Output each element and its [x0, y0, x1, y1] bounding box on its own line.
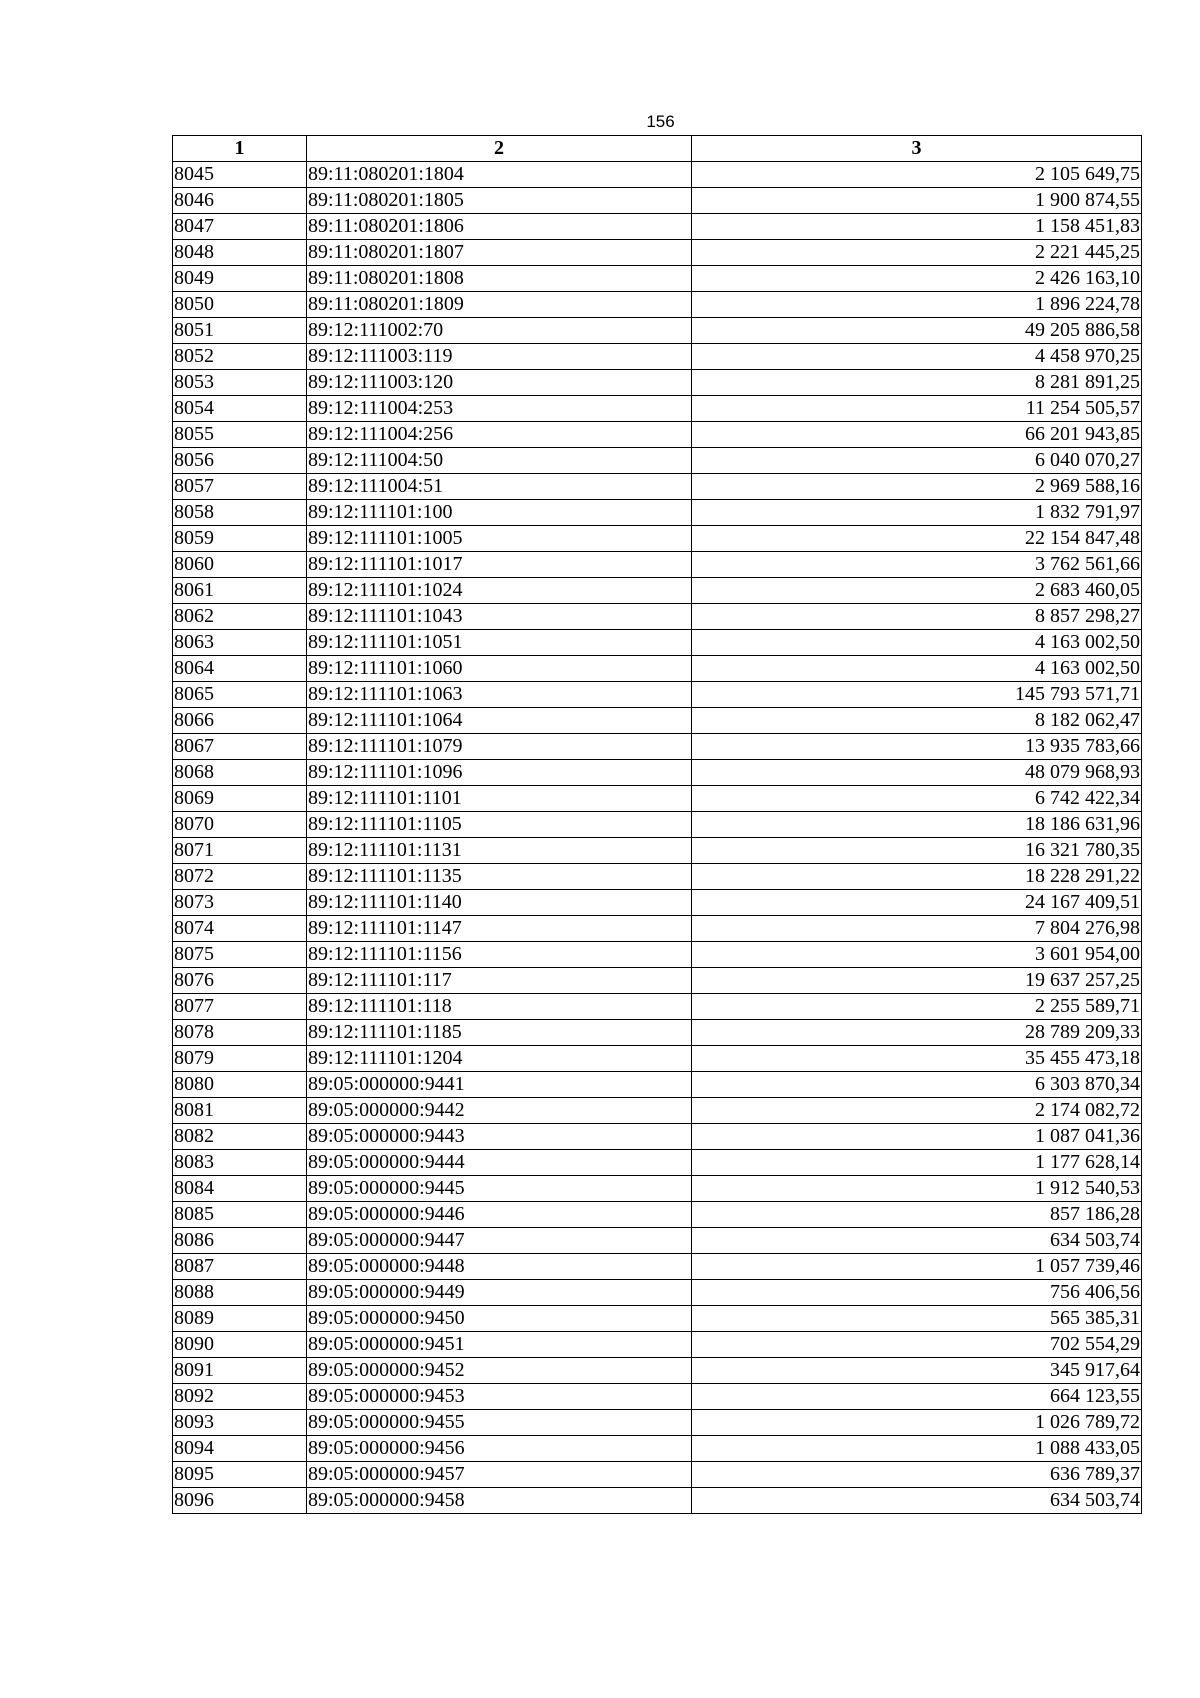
table-row: [173, 968, 1142, 994]
cadastral-number-cell: 89:05:000000:9446: [307, 1202, 692, 1228]
cadastral-number-cell: 89:12:111101:1005: [307, 526, 692, 552]
table-row: [173, 994, 1142, 1020]
table-row: [173, 1020, 1142, 1046]
row-number-cell: 8086: [173, 1228, 307, 1254]
table-row: [173, 526, 1142, 552]
cadastral-number-cell: 89:12:111101:118: [307, 994, 692, 1020]
value-cell: 6 303 870,34: [692, 1072, 1142, 1098]
cadastral-number-cell: 89:12:111101:1024: [307, 578, 692, 604]
row-number-cell: 8055: [173, 422, 307, 448]
table-row: [173, 1358, 1142, 1384]
value-cell: 16 321 780,35: [692, 838, 1142, 864]
row-number-cell: 8052: [173, 344, 307, 370]
value-cell: 1 912 540,53: [692, 1176, 1142, 1202]
value-cell: 35 455 473,18: [692, 1046, 1142, 1072]
value-cell: 1 088 433,05: [692, 1436, 1142, 1462]
cadastral-number-cell: 89:12:111004:256: [307, 422, 692, 448]
value-cell: 11 254 505,57: [692, 396, 1142, 422]
cadastral-number-cell: 89:12:111101:1096: [307, 760, 692, 786]
row-number-cell: 8075: [173, 942, 307, 968]
row-number-cell: 8057: [173, 474, 307, 500]
page-number: 156: [646, 112, 675, 131]
row-number-cell: 8079: [173, 1046, 307, 1072]
column-header-cadastral-id: 2: [307, 136, 692, 162]
value-cell: 2 105 649,75: [692, 162, 1142, 188]
cadastral-number-cell: 89:05:000000:9452: [307, 1358, 692, 1384]
row-number-cell: 8084: [173, 1176, 307, 1202]
value-cell: 19 637 257,25: [692, 968, 1142, 994]
value-cell: 7 804 276,98: [692, 916, 1142, 942]
table-row: [173, 1176, 1142, 1202]
cadastral-number-cell: 89:05:000000:9442: [307, 1098, 692, 1124]
value-cell: 1 087 041,36: [692, 1124, 1142, 1150]
cadastral-number-cell: 89:12:111101:100: [307, 500, 692, 526]
table-row: [173, 1488, 1142, 1514]
row-number-cell: 8062: [173, 604, 307, 630]
value-cell: 1 900 874,55: [692, 188, 1142, 214]
cadastral-number-cell: 89:12:111004:50: [307, 448, 692, 474]
cadastral-value-table: [172, 135, 1142, 1514]
cadastral-number-cell: 89:05:000000:9458: [307, 1488, 692, 1514]
cadastral-number-cell: 89:05:000000:9455: [307, 1410, 692, 1436]
row-number-cell: 8045: [173, 162, 307, 188]
cadastral-number-cell: 89:12:111101:1147: [307, 916, 692, 942]
row-number-cell: 8089: [173, 1306, 307, 1332]
row-number-cell: 8074: [173, 916, 307, 942]
cadastral-number-cell: 89:12:111101:1105: [307, 812, 692, 838]
table-row: [173, 916, 1142, 942]
value-cell: 857 186,28: [692, 1202, 1142, 1228]
cadastral-number-cell: 89:12:111101:1185: [307, 1020, 692, 1046]
cadastral-number-cell: 89:12:111101:1140: [307, 890, 692, 916]
cadastral-number-cell: 89:12:111101:1204: [307, 1046, 692, 1072]
table-row: [173, 370, 1142, 396]
row-number-cell: 8056: [173, 448, 307, 474]
table-row: [173, 422, 1142, 448]
value-cell: 4 163 002,50: [692, 656, 1142, 682]
table-row: [173, 1254, 1142, 1280]
table-row: [173, 1436, 1142, 1462]
table-row: [173, 812, 1142, 838]
table-row: [173, 552, 1142, 578]
table-row: [173, 1046, 1142, 1072]
cadastral-number-cell: 89:12:111101:1101: [307, 786, 692, 812]
table-row: [173, 1462, 1142, 1488]
value-cell: 634 503,74: [692, 1488, 1142, 1514]
row-number-cell: 8046: [173, 188, 307, 214]
table-row: [173, 942, 1142, 968]
value-cell: 8 857 298,27: [692, 604, 1142, 630]
table-row: [173, 630, 1142, 656]
cadastral-number-cell: 89:12:111003:120: [307, 370, 692, 396]
table-row: [173, 162, 1142, 188]
table-row: [173, 864, 1142, 890]
row-number-cell: 8066: [173, 708, 307, 734]
row-number-cell: 8088: [173, 1280, 307, 1306]
column-header-number: 1: [173, 136, 307, 162]
cadastral-number-cell: 89:05:000000:9448: [307, 1254, 692, 1280]
row-number-cell: 8076: [173, 968, 307, 994]
cadastral-number-cell: 89:11:080201:1809: [307, 292, 692, 318]
table-row: [173, 448, 1142, 474]
value-cell: 2 683 460,05: [692, 578, 1142, 604]
row-number-cell: 8072: [173, 864, 307, 890]
cadastral-number-cell: 89:05:000000:9447: [307, 1228, 692, 1254]
cadastral-number-cell: 89:12:111002:70: [307, 318, 692, 344]
table-row: [173, 188, 1142, 214]
table-row: [173, 1306, 1142, 1332]
value-cell: 18 228 291,22: [692, 864, 1142, 890]
value-cell: 1 832 791,97: [692, 500, 1142, 526]
row-number-cell: 8059: [173, 526, 307, 552]
table-row: [173, 344, 1142, 370]
cadastral-number-cell: 89:05:000000:9450: [307, 1306, 692, 1332]
table-row: [173, 396, 1142, 422]
table-row: [173, 1098, 1142, 1124]
table-row: [173, 266, 1142, 292]
value-cell: 4 163 002,50: [692, 630, 1142, 656]
row-number-cell: 8094: [173, 1436, 307, 1462]
row-number-cell: 8090: [173, 1332, 307, 1358]
table-row: [173, 1124, 1142, 1150]
cadastral-number-cell: 89:12:111101:1079: [307, 734, 692, 760]
cadastral-number-cell: 89:05:000000:9441: [307, 1072, 692, 1098]
row-number-cell: 8080: [173, 1072, 307, 1098]
value-cell: 1 026 789,72: [692, 1410, 1142, 1436]
table-row: [173, 890, 1142, 916]
value-cell: 565 385,31: [692, 1306, 1142, 1332]
row-number-cell: 8092: [173, 1384, 307, 1410]
table-row: [173, 1332, 1142, 1358]
value-cell: 48 079 968,93: [692, 760, 1142, 786]
value-cell: 13 935 783,66: [692, 734, 1142, 760]
value-cell: 634 503,74: [692, 1228, 1142, 1254]
row-number-cell: 8049: [173, 266, 307, 292]
row-number-cell: 8093: [173, 1410, 307, 1436]
row-number-cell: 8073: [173, 890, 307, 916]
table-row: [173, 214, 1142, 240]
cadastral-number-cell: 89:12:111101:1131: [307, 838, 692, 864]
row-number-cell: 8095: [173, 1462, 307, 1488]
cadastral-number-cell: 89:05:000000:9443: [307, 1124, 692, 1150]
row-number-cell: 8071: [173, 838, 307, 864]
cadastral-number-cell: 89:11:080201:1806: [307, 214, 692, 240]
table-row: [173, 656, 1142, 682]
value-cell: 24 167 409,51: [692, 890, 1142, 916]
row-number-cell: 8077: [173, 994, 307, 1020]
cadastral-number-cell: 89:05:000000:9451: [307, 1332, 692, 1358]
cadastral-number-cell: 89:05:000000:9456: [307, 1436, 692, 1462]
table-row: [173, 734, 1142, 760]
table-row: [173, 240, 1142, 266]
cadastral-number-cell: 89:12:111101:1063: [307, 682, 692, 708]
row-number-cell: 8061: [173, 578, 307, 604]
cadastral-number-cell: 89:12:111101:1017: [307, 552, 692, 578]
table-row: [173, 760, 1142, 786]
value-cell: 2 174 082,72: [692, 1098, 1142, 1124]
table-row: [173, 578, 1142, 604]
table-row: [173, 1202, 1142, 1228]
row-number-cell: 8087: [173, 1254, 307, 1280]
value-cell: 145 793 571,71: [692, 682, 1142, 708]
table-header: [173, 136, 1142, 162]
row-number-cell: 8058: [173, 500, 307, 526]
value-cell: 4 458 970,25: [692, 344, 1142, 370]
table-row: [173, 474, 1142, 500]
value-cell: 28 789 209,33: [692, 1020, 1142, 1046]
value-cell: 1 057 739,46: [692, 1254, 1142, 1280]
value-cell: 3 601 954,00: [692, 942, 1142, 968]
cadastral-number-cell: 89:05:000000:9457: [307, 1462, 692, 1488]
cadastral-number-cell: 89:12:111004:253: [307, 396, 692, 422]
table-row: [173, 838, 1142, 864]
row-number-cell: 8081: [173, 1098, 307, 1124]
column-header-value: 3: [692, 136, 1142, 162]
cadastral-number-cell: 89:11:080201:1804: [307, 162, 692, 188]
cadastral-number-cell: 89:11:080201:1808: [307, 266, 692, 292]
table-row: [173, 1280, 1142, 1306]
table-row: [173, 318, 1142, 344]
value-cell: 2 969 588,16: [692, 474, 1142, 500]
table-row: [173, 604, 1142, 630]
cadastral-number-cell: 89:12:111101:1135: [307, 864, 692, 890]
value-cell: 2 221 445,25: [692, 240, 1142, 266]
cadastral-number-cell: 89:12:111101:1043: [307, 604, 692, 630]
row-number-cell: 8067: [173, 734, 307, 760]
table-body: [173, 162, 1142, 1514]
value-cell: 22 154 847,48: [692, 526, 1142, 552]
cadastral-number-cell: 89:05:000000:9444: [307, 1150, 692, 1176]
value-cell: 345 917,64: [692, 1358, 1142, 1384]
row-number-cell: 8096: [173, 1488, 307, 1514]
cadastral-number-cell: 89:12:111101:1060: [307, 656, 692, 682]
row-number-cell: 8083: [173, 1150, 307, 1176]
value-cell: 664 123,55: [692, 1384, 1142, 1410]
cadastral-number-cell: 89:05:000000:9445: [307, 1176, 692, 1202]
row-number-cell: 8070: [173, 812, 307, 838]
row-number-cell: 8051: [173, 318, 307, 344]
row-number-cell: 8091: [173, 1358, 307, 1384]
value-cell: 636 789,37: [692, 1462, 1142, 1488]
table-row: [173, 292, 1142, 318]
value-cell: 1 177 628,14: [692, 1150, 1142, 1176]
cadastral-number-cell: 89:11:080201:1805: [307, 188, 692, 214]
value-cell: 2 255 589,71: [692, 994, 1142, 1020]
row-number-cell: 8050: [173, 292, 307, 318]
table-row: [173, 1150, 1142, 1176]
table-row: [173, 1228, 1142, 1254]
row-number-cell: 8068: [173, 760, 307, 786]
value-cell: 6 040 070,27: [692, 448, 1142, 474]
row-number-cell: 8063: [173, 630, 307, 656]
cadastral-number-cell: 89:12:111101:1156: [307, 942, 692, 968]
value-cell: 8 281 891,25: [692, 370, 1142, 396]
row-number-cell: 8048: [173, 240, 307, 266]
cadastral-number-cell: 89:12:111101:1064: [307, 708, 692, 734]
row-number-cell: 8082: [173, 1124, 307, 1150]
value-cell: 66 201 943,85: [692, 422, 1142, 448]
value-cell: 1 896 224,78: [692, 292, 1142, 318]
row-number-cell: 8085: [173, 1202, 307, 1228]
table-row: [173, 1072, 1142, 1098]
table-row: [173, 1384, 1142, 1410]
table-row: [173, 500, 1142, 526]
value-cell: 2 426 163,10: [692, 266, 1142, 292]
value-cell: 8 182 062,47: [692, 708, 1142, 734]
value-cell: 6 742 422,34: [692, 786, 1142, 812]
value-cell: 3 762 561,66: [692, 552, 1142, 578]
cadastral-number-cell: 89:12:111003:119: [307, 344, 692, 370]
table-row: [173, 682, 1142, 708]
table-row: [173, 1410, 1142, 1436]
cadastral-number-cell: 89:11:080201:1807: [307, 240, 692, 266]
row-number-cell: 8069: [173, 786, 307, 812]
row-number-cell: 8065: [173, 682, 307, 708]
cadastral-number-cell: 89:12:111004:51: [307, 474, 692, 500]
cadastral-number-cell: 89:05:000000:9449: [307, 1280, 692, 1306]
row-number-cell: 8060: [173, 552, 307, 578]
table-row: [173, 786, 1142, 812]
cadastral-number-cell: 89:12:111101:1051: [307, 630, 692, 656]
row-number-cell: 8078: [173, 1020, 307, 1046]
cadastral-number-cell: 89:05:000000:9453: [307, 1384, 692, 1410]
cadastral-number-cell: 89:12:111101:117: [307, 968, 692, 994]
header-row: [173, 136, 1142, 162]
value-cell: 1 158 451,83: [692, 214, 1142, 240]
row-number-cell: 8064: [173, 656, 307, 682]
row-number-cell: 8053: [173, 370, 307, 396]
value-cell: 18 186 631,96: [692, 812, 1142, 838]
row-number-cell: 8054: [173, 396, 307, 422]
row-number-cell: 8047: [173, 214, 307, 240]
value-cell: 702 554,29: [692, 1332, 1142, 1358]
value-cell: 49 205 886,58: [692, 318, 1142, 344]
table-row: [173, 708, 1142, 734]
value-cell: 756 406,56: [692, 1280, 1142, 1306]
